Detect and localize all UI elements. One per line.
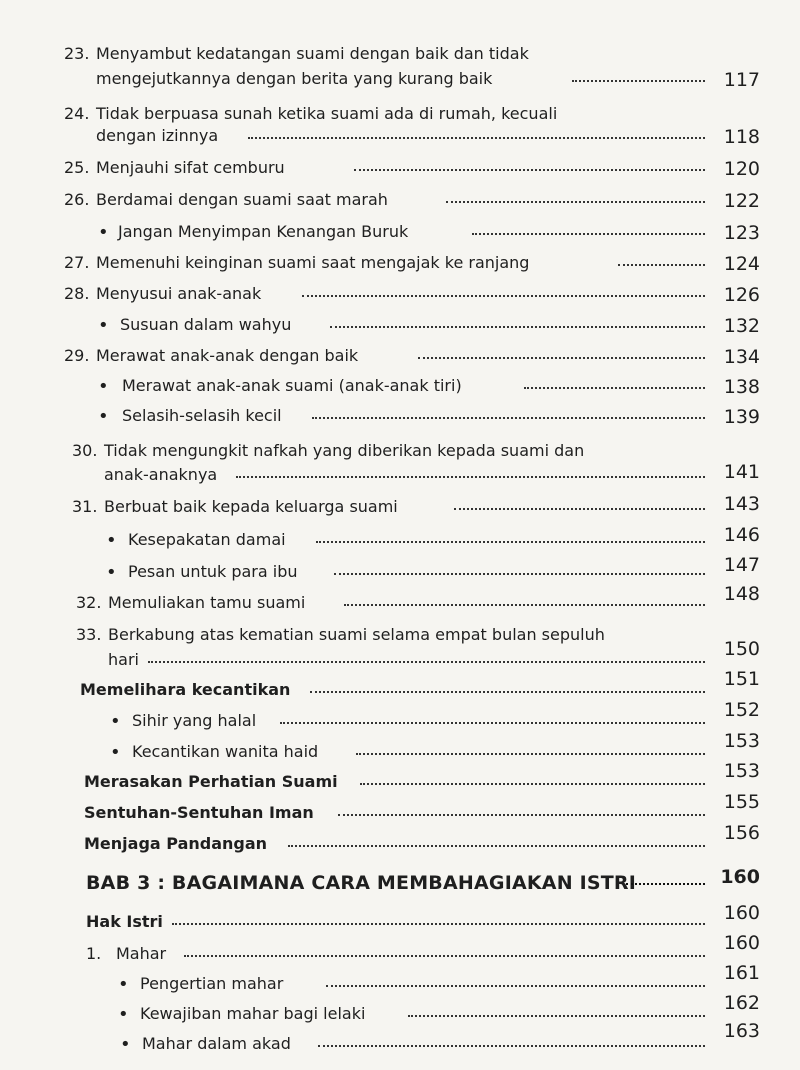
page-number: 143 [723, 493, 760, 515]
page-number: 117 [723, 69, 760, 91]
entry-number: 28. [64, 284, 90, 303]
entry-number: 30. [72, 441, 98, 460]
entry-title: Memenuhi keinginan suami saat mengajak ke ranjang [96, 253, 530, 272]
entry-title: Memuliakan tamu suami [108, 593, 306, 612]
leader-dots [326, 977, 705, 987]
page-number: 153 [723, 730, 760, 752]
page-number: 118 [723, 126, 760, 148]
leader-dots [418, 349, 705, 359]
entry-title: Mahar [116, 944, 167, 963]
leader-dots [454, 500, 705, 510]
page-number: 160 [720, 866, 760, 888]
page-number: 148 [723, 583, 760, 605]
entry-title-cont: hari [108, 650, 139, 669]
toc-entry-23-cont [0, 69, 800, 93]
entry-title: Berkabung atas kematian suami selama empat bulan sepuluh [108, 625, 605, 644]
page-number: 160 [723, 902, 760, 924]
leader-dots [618, 256, 705, 266]
section-title: Hak Istri [86, 912, 163, 931]
leader-dots [248, 129, 705, 139]
entry-title-cont: mengejutkannya dengan berita yang kurang baik [96, 69, 493, 88]
bullet-icon: • [118, 974, 129, 995]
page-number: 163 [723, 1020, 760, 1042]
toc-entry-32 [0, 583, 800, 617]
bullet-icon: • [98, 406, 109, 427]
leader-dots [288, 837, 705, 847]
entry-number: 23. [64, 44, 90, 63]
page-number: 150 [723, 638, 760, 660]
toc-subentry [0, 554, 800, 586]
entry-title: Susuan dalam wahyu [120, 315, 292, 334]
entry-title: Kecantikan wanita haid [132, 742, 319, 761]
entry-title: Selasih-selasih kecil [122, 406, 282, 425]
toc-entry-23 [0, 44, 800, 68]
toc-entry-27 [0, 253, 800, 277]
entry-title: Kewajiban mahar bagi lelaki [140, 1004, 366, 1023]
entry-number: 26. [64, 190, 90, 209]
leader-dots [338, 806, 705, 816]
toc-entry-24-cont [0, 126, 800, 150]
leader-dots [572, 72, 705, 82]
page-number: 134 [723, 346, 760, 368]
leader-dots [330, 318, 705, 328]
leader-dots [356, 745, 705, 755]
entry-title: Pesan untuk para ibu [128, 562, 298, 581]
toc-entry-31 [0, 493, 800, 521]
toc-subentry [0, 1020, 800, 1058]
toc-section [0, 902, 800, 936]
entry-title: Merawat anak-anak dengan baik [96, 346, 359, 365]
bullet-icon: • [110, 742, 121, 763]
page-number: 126 [723, 284, 760, 306]
toc-subentry [0, 962, 800, 998]
page-number: 141 [723, 461, 760, 483]
entry-number: 1. [86, 944, 102, 963]
entry-title: Merawat anak-anak suami (anak-anak tiri) [122, 376, 462, 395]
bullet-icon: • [118, 1004, 129, 1025]
entry-title: Jangan Menyimpan Kenangan Buruk [118, 222, 409, 241]
entry-number: 32. [76, 593, 102, 612]
leader-dots [626, 875, 705, 885]
section-title: Merasakan Perhatian Suami [84, 772, 338, 791]
entry-title: Berdamai dengan suami saat marah [96, 190, 388, 209]
toc-section [0, 822, 800, 858]
section-title: Memelihara kecantikan [80, 680, 291, 699]
toc-section [0, 668, 800, 704]
toc-subentry [0, 315, 800, 339]
page-number: 160 [723, 932, 760, 954]
leader-dots [148, 653, 705, 663]
entry-title: Menyusui anak-anak [96, 284, 262, 303]
page-number: 123 [723, 222, 760, 244]
leader-dots [184, 947, 705, 957]
toc-entry-30-cont [0, 461, 800, 489]
section-title: Menjaga Pandangan [84, 834, 268, 853]
toc-entry-26 [0, 190, 800, 214]
bullet-icon: • [98, 315, 109, 336]
bullet-icon: • [106, 530, 117, 551]
entry-number: 24. [64, 104, 90, 123]
toc-section [0, 760, 800, 796]
entry-number: 27. [64, 253, 90, 272]
toc-subentry [0, 222, 800, 246]
section-title: Sentuhan-Sentuhan Iman [84, 803, 314, 822]
entry-title: Tidak berpuasa sunah ketika suami ada di rumah, kecuali [96, 104, 558, 123]
toc-entry-30 [0, 441, 800, 465]
toc-subentry [0, 992, 800, 1028]
toc-entry-33-cont [0, 638, 800, 674]
entry-title-cont: dengan izinnya [96, 126, 219, 145]
page-number: 124 [723, 253, 760, 275]
page-number: 120 [723, 158, 760, 180]
entry-title: Tidak mengungkit nafkah yang diberikan kepada suami dan [104, 441, 585, 460]
bullet-icon: • [120, 1034, 131, 1055]
page-number: 139 [723, 406, 760, 428]
entry-title-cont: anak-anaknya [104, 465, 218, 484]
toc-entry-1 [0, 932, 800, 968]
bullet-icon: • [98, 376, 109, 397]
page-number: 147 [723, 554, 760, 576]
leader-dots [312, 409, 705, 419]
toc-subentry [0, 699, 800, 735]
toc-entry-33 [0, 625, 800, 649]
entry-title: Pengertian mahar [140, 974, 284, 993]
toc-entry-29 [0, 346, 800, 370]
toc-entry-28 [0, 284, 800, 308]
page-number: 153 [723, 760, 760, 782]
leader-dots [280, 714, 705, 724]
entry-title: Kesepakatan damai [128, 530, 286, 549]
entry-title: Berbuat baik kepada keluarga suami [104, 497, 398, 516]
leader-dots [172, 915, 705, 925]
toc-subentry [0, 730, 800, 766]
leader-dots [408, 1007, 705, 1017]
entry-number: 25. [64, 158, 90, 177]
toc-subentry [0, 406, 800, 430]
bullet-icon: • [110, 711, 121, 732]
leader-dots [318, 1037, 705, 1047]
leader-dots [472, 225, 705, 235]
entry-number: 29. [64, 346, 90, 365]
entry-title: Menjauhi sifat cemburu [96, 158, 285, 177]
toc-entry-25 [0, 158, 800, 182]
page-number: 151 [723, 668, 760, 690]
toc-subentry [0, 524, 800, 554]
entry-title: Menyambut kedatangan suami dengan baik dan tidak [96, 44, 529, 63]
entry-title: Sihir yang halal [132, 711, 257, 730]
leader-dots [524, 379, 705, 389]
leader-dots [344, 596, 705, 606]
page-number: 156 [723, 822, 760, 844]
leader-dots [316, 533, 705, 543]
leader-dots [446, 193, 705, 203]
bullet-icon: • [106, 562, 117, 583]
page-number: 132 [723, 315, 760, 337]
page-number: 138 [723, 376, 760, 398]
leader-dots [354, 161, 705, 171]
entry-title: Mahar dalam akad [142, 1034, 291, 1053]
toc-section [0, 791, 800, 827]
entry-number: 33. [76, 625, 102, 644]
leader-dots [360, 775, 705, 785]
page-number: 122 [723, 190, 760, 212]
chapter-heading [0, 866, 800, 896]
leader-dots [334, 565, 705, 575]
page-number: 161 [723, 962, 760, 984]
page-number: 162 [723, 992, 760, 1014]
toc-subentry [0, 376, 800, 400]
toc-entry-24 [0, 104, 800, 128]
leader-dots [236, 468, 705, 478]
entry-number: 31. [72, 497, 98, 516]
bullet-icon: • [98, 222, 109, 243]
page-number: 146 [723, 524, 760, 546]
leader-dots [310, 683, 705, 693]
chapter-title: BAB 3 : BAGAIMANA CARA MEMBAHAGIAKAN ISTRI [86, 872, 637, 894]
page-number: 152 [723, 699, 760, 721]
page-number: 155 [723, 791, 760, 813]
leader-dots [302, 287, 705, 297]
